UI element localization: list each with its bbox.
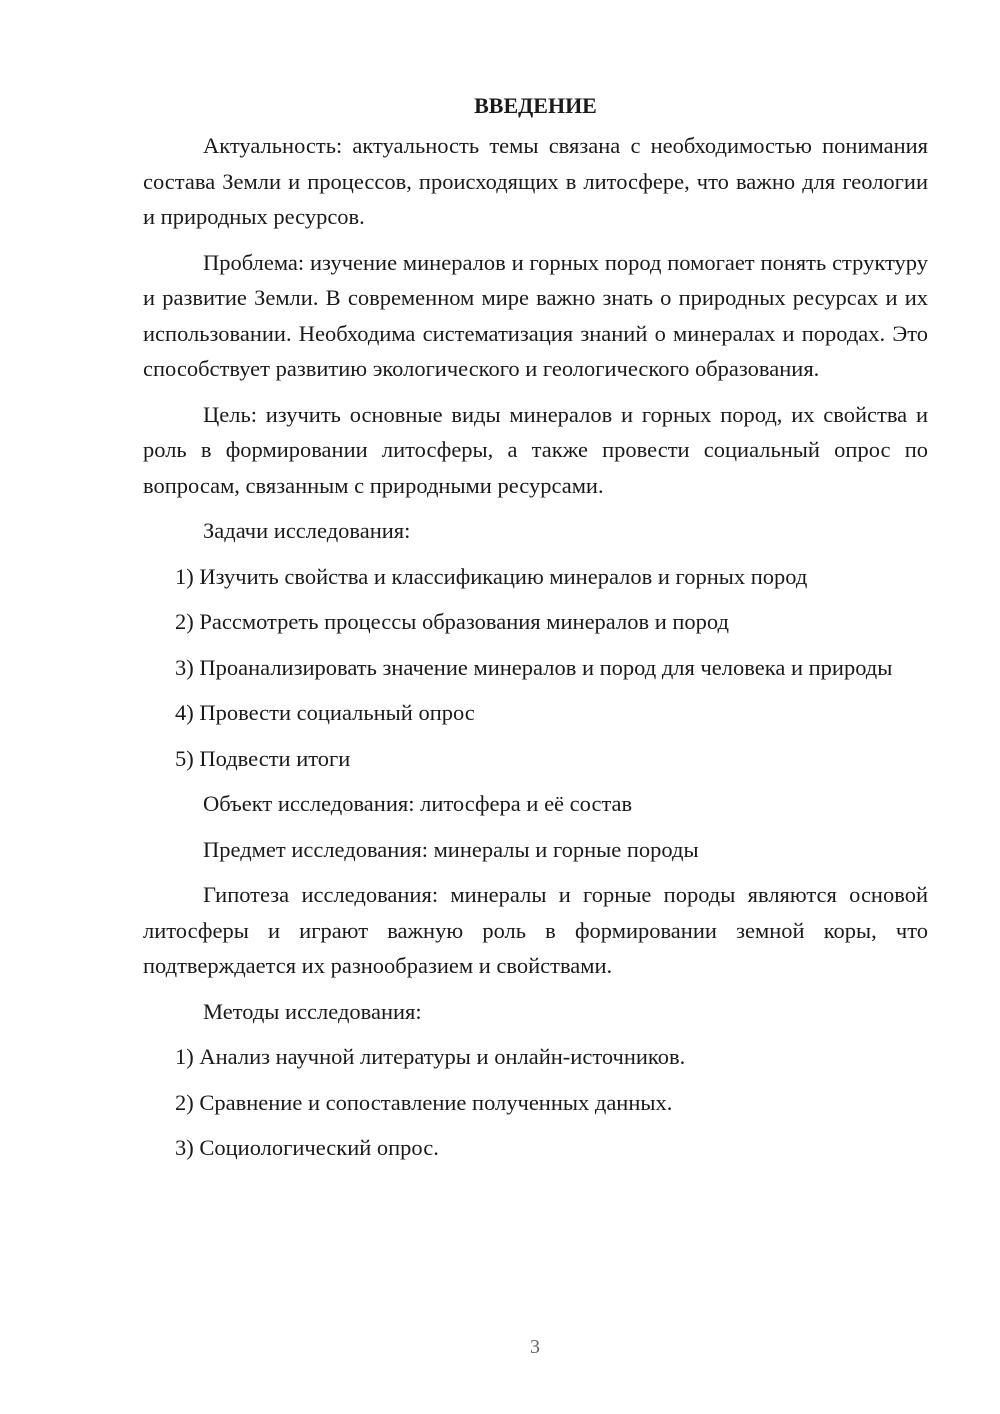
task-item-5: 5) Подвести итоги (175, 745, 351, 771)
paragraph-actuality: Актуальность: актуальность темы связана с необходимостью понимания состава Земли и процессов, происходящих в литосфере, что важно для геологии и природных ресурсов. (143, 133, 928, 229)
task-item-1: 1) Изучить свойства и классификацию минералов и горных пород (175, 563, 808, 589)
paragraph-object: Объект исследования: литосфера и её состав (203, 791, 633, 816)
task-item-2: 2) Рассмотреть процессы образования минералов и пород (175, 609, 729, 634)
paragraph-problem: Проблема: изучение минералов и горных пород помогает понять структуру и развитие Земли. В современном мире важно знать о природных ресурсах и их использовании. Необходима систематизация знаний о минералах и породах. Это способствует развитию экологического и геологического образования. (143, 249, 928, 381)
section-title: ВВЕДЕНИЕ (474, 93, 597, 118)
paragraph-goal: Цель: изучить основные виды минералов и горных пород, их свойства и роль в формировании литосферы, а также провести социальный опрос по вопросам, связанным с природными ресурсами. (143, 401, 928, 498)
method-item-2: 2) Сравнение и сопоставление полученных данных. (175, 1089, 673, 1115)
methods-heading: Методы исследования: (203, 998, 422, 1024)
task-item-3: 3) Проанализировать значение минералов и пород для человека и природы (175, 654, 893, 680)
tasks-heading: Задачи исследования: (203, 518, 411, 543)
method-item-1: 1) Анализ научной литературы и онлайн-источников. (175, 1044, 686, 1069)
method-item-3: 3) Социологический опрос. (175, 1135, 439, 1160)
paragraph-hypothesis: Гипотеза исследования: минералы и горные породы являются основой литосферы и играют важную роль в формировании земной коры, что подтверждается их разнообразием и свойствами. (143, 882, 928, 978)
page-number: 3 (530, 1336, 540, 1358)
paragraph-subject: Предмет исследования: минералы и горные породы (203, 836, 699, 862)
task-item-4: 4) Провести социальный опрос (175, 700, 475, 725)
page-content (143, 88, 928, 1176)
